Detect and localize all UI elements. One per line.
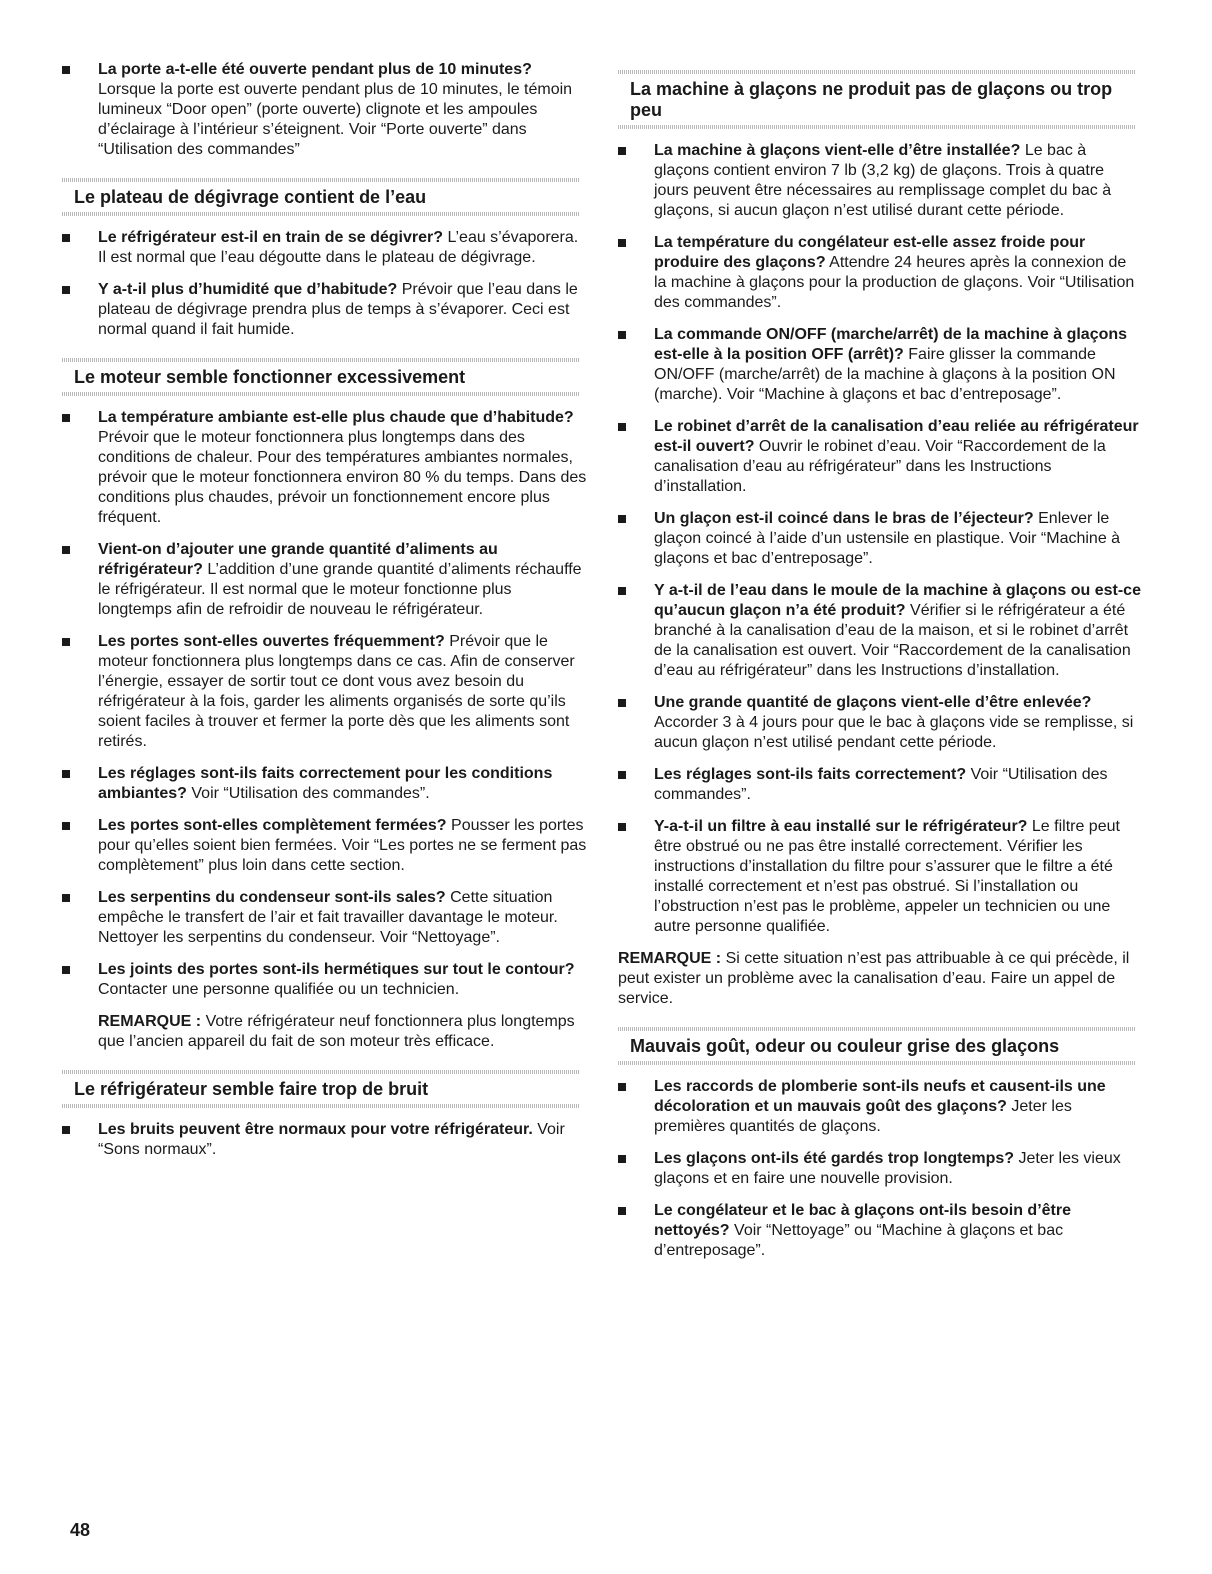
- list-item: [618, 581, 1143, 681]
- item-question: Le congélateur et le bac à glaçons ont-ils besoin d’être nettoyés?: [654, 1202, 1071, 1239]
- item-text: Jeter les premières quantités de glaçons.: [654, 1098, 1072, 1135]
- item-body: [654, 1077, 1143, 1137]
- list-item: [62, 1120, 587, 1160]
- list-item: [618, 417, 1143, 497]
- section: [62, 1070, 587, 1108]
- item-text: Faire glisser la commande ON/OFF (marche/arrêt) de la machine à glaçons à la position ON (marche). Voir “Machine à glaçons et bac d’entreposage”.: [654, 346, 1116, 403]
- bullet-icon: [62, 822, 70, 830]
- item-question: Les réglages sont-ils faits correctement pour les conditions ambiantes?: [98, 765, 553, 802]
- item-text: Jeter les vieux glaçons et en faire une nouvelle provision.: [654, 1150, 1121, 1187]
- section: [62, 358, 587, 396]
- item-question: Y-a-t-il un filtre à eau installé sur le réfrigérateur?: [654, 818, 1028, 835]
- item-body: [654, 817, 1143, 937]
- list-item: [618, 693, 1143, 753]
- list-item: [618, 141, 1143, 221]
- item-body: [98, 888, 587, 948]
- note: [618, 949, 1143, 1009]
- bullet-icon: [618, 1155, 626, 1163]
- list-item: [618, 233, 1143, 313]
- item-question: La machine à glaçons vient-elle d’être installée?: [654, 142, 1021, 159]
- bullet-icon: [618, 587, 626, 595]
- item-body: [98, 764, 587, 804]
- item-question: Les portes sont-elles complètement fermées?: [98, 817, 447, 834]
- item-text: Enlever le glaçon coincé à l’aide d’un ustensile en plastique. Voir “Machine à glaçons et bac d’entreposage”.: [654, 510, 1121, 567]
- item-text: Contacter une personne qualifiée ou un technicien.: [98, 981, 460, 998]
- right-column: [618, 60, 1143, 1273]
- section-title: Le moteur semble fonctionner excessivement: [74, 367, 466, 387]
- item-text: Voir “Utilisation des commandes”.: [191, 785, 430, 802]
- list-item: [62, 60, 587, 160]
- item-text: Voir “Sons normaux”.: [98, 1121, 565, 1158]
- bullet-icon: [618, 823, 626, 831]
- note-label: REMARQUE :: [618, 950, 722, 967]
- bullet-icon: [618, 1083, 626, 1091]
- section-title: Le plateau de dégivrage contient de l’eau: [74, 187, 427, 207]
- note: [98, 1012, 587, 1052]
- item-question: Y a-t-il de l’eau dans le moule de la machine à glaçons ou est-ce qu’aucun glaçon n’a été produit?: [654, 582, 1141, 619]
- list-item: [62, 632, 587, 752]
- bullet-icon: [62, 286, 70, 294]
- divider: [62, 392, 579, 396]
- list-item: [618, 325, 1143, 405]
- item-text: Pousser les portes pour qu’elles soient bien fermées. Voir “Les portes ne se ferment pas complètement” plus loin dans cette section.: [98, 817, 587, 874]
- bullet-icon: [618, 147, 626, 155]
- list-item: [62, 764, 587, 804]
- item-question: Les réglages sont-ils faits correctement?: [654, 766, 967, 783]
- item-text: Attendre 24 heures après la connexion de la machine à glaçons pour la production de glaçons. Voir “Utilisation des commandes”.: [654, 254, 1135, 311]
- divider: [62, 212, 579, 216]
- item-question: Une grande quantité de glaçons vient-elle d’être enlevée?: [654, 694, 1092, 711]
- bullet-icon: [62, 414, 70, 422]
- note-text: Votre réfrigérateur neuf fonctionnera plus longtemps que l’ancien appareil du fait de son moteur très efficace.: [98, 1013, 575, 1050]
- item-text: L’eau s’évaporera. Il est normal que l’eau dégoutte dans le plateau de dégivrage.: [98, 229, 579, 266]
- item-question: Les joints des portes sont-ils hermétiques sur tout le contour?: [98, 961, 575, 978]
- list-item: [618, 509, 1143, 569]
- item-question: Les bruits peuvent être normaux pour votre réfrigérateur.: [98, 1121, 533, 1138]
- divider: [618, 125, 1135, 129]
- item-text: Le bac à glaçons contient environ 7 lb (3,2 kg) de glaçons. Trois à quatre jours peuvent être nécessaires au remplissage complet du bac à glaçons, si aucun glaçon n’est utilisé durant cette période.: [654, 142, 1112, 219]
- item-question: Les raccords de plomberie sont-ils neufs et causent-ils une décoloration et un mauvais goût des glaçons?: [654, 1078, 1106, 1115]
- item-question: La porte a-t-elle été ouverte pendant plus de 10 minutes?: [98, 61, 532, 78]
- list-item: [618, 765, 1143, 805]
- bullet-icon: [62, 234, 70, 242]
- list-item: [62, 816, 587, 876]
- divider: [62, 1104, 579, 1108]
- bullet-icon: [618, 331, 626, 339]
- item-text: Prévoir que l’eau dans le plateau de dégivrage prendra plus de temps à s’évaporer. Ceci est normal quand il fait humide.: [98, 281, 578, 338]
- note-label: REMARQUE :: [98, 1013, 202, 1030]
- list-item: [62, 280, 587, 340]
- bullet-icon: [618, 423, 626, 431]
- bullet-icon: [62, 770, 70, 778]
- item-body: [654, 1149, 1143, 1189]
- item-body: [98, 540, 587, 620]
- item-text: Ouvrir le robinet d’eau. Voir “Raccordement de la canalisation d’eau au réfrigérateur” dans les Instructions d’installation.: [654, 438, 1106, 495]
- item-body: [654, 509, 1143, 569]
- section: [62, 178, 587, 216]
- list-item: [62, 540, 587, 620]
- item-text: Le filtre peut être obstrué ou ne pas être installé correctement. Vérifier les instructions d’installation du filtre pour s’assurer que le filtre a été installé correctement et n’est pas obstrué. Si l’installation ou l’obstruction n’est pas le problème, appeler un technicien ou une autre personne qualifiée.: [654, 818, 1120, 935]
- item-question: La température ambiante est-elle plus chaude que d’habitude?: [98, 409, 574, 426]
- bullet-icon: [618, 1207, 626, 1215]
- item-body: [654, 325, 1143, 405]
- page-number: 48: [70, 1520, 91, 1540]
- list-item: [62, 960, 587, 1000]
- item-text: Lorsque la porte est ouverte pendant plus de 10 minutes, le témoin lumineux “Door open” (porte ouverte) clignote et les ampoules d’éclairage à l’intérieur s’éteignent. Voir “Porte ouverte” dans “Utilisation des commandes”: [98, 81, 573, 158]
- list-item: [62, 888, 587, 948]
- item-body: [654, 581, 1143, 681]
- bullet-icon: [62, 1126, 70, 1134]
- item-body: [654, 141, 1143, 221]
- section: [618, 70, 1143, 129]
- item-text: L’addition d’une grande quantité d’aliments réchauffe le réfrigérateur. Il est normal que le moteur fonctionne plus longtemps afin de refroidir de nouveau le réfrigérateur.: [98, 561, 582, 618]
- section: [618, 1027, 1143, 1065]
- section-title: La machine à glaçons ne produit pas de glaçons ou trop peu: [630, 79, 1113, 120]
- item-text: Voir “Nettoyage” ou “Machine à glaçons et bac d’entreposage”.: [654, 1222, 1064, 1259]
- bullet-icon: [62, 66, 70, 74]
- item-text: Voir “Utilisation des commandes”.: [654, 766, 1108, 803]
- item-question: Les serpentins du condenseur sont-ils sales?: [98, 889, 446, 906]
- bullet-icon: [62, 638, 70, 646]
- bullet-icon: [618, 239, 626, 247]
- bullet-icon: [618, 515, 626, 523]
- item-text: Prévoir que le moteur fonctionnera plus longtemps dans des conditions de chaleur. Pour des températures ambiantes normales, prévoir que le moteur fonctionnera environ 80 % du temps. Dans des conditions plus chaudes, prévoir un fonctionnement encore plus fréquent.: [98, 429, 587, 526]
- list-item: [618, 1077, 1143, 1137]
- item-text: Prévoir que le moteur fonctionnera plus longtemps dans ce cas. Afin de conserver l’énergie, essayer de sortir tout ce dont vous avez besoin du réfrigérateur à la fois, garder les aliments organisés de sorte qu’ils soient faciles à trouver et fermer la porte dès que les aliments sont retirés.: [98, 633, 575, 750]
- bullet-icon: [618, 699, 626, 707]
- item-body: [98, 632, 587, 752]
- item-question: Les glaçons ont-ils été gardés trop longtemps?: [654, 1150, 1015, 1167]
- item-text: Vérifier si le réfrigérateur a été branché à la canalisation d’eau de la maison, et si le robinet d’arrêt de la canalisation est ouvert. Voir “Raccordement de la canalisation d’eau au réfrigérateur” dans les Instructions d’installation.: [654, 602, 1131, 679]
- section-title: Mauvais goût, odeur ou couleur grise des glaçons: [630, 1036, 1060, 1056]
- list-item: [618, 817, 1143, 937]
- list-item: [618, 1201, 1143, 1261]
- item-body: [98, 228, 587, 268]
- item-question: Vient-on d’ajouter une grande quantité d’aliments au réfrigérateur?: [98, 541, 498, 578]
- item-body: [98, 1120, 587, 1160]
- item-question: Y a-t-il plus d’humidité que d’habitude?: [98, 281, 398, 298]
- item-question: Le robinet d’arrêt de la canalisation d’eau reliée au réfrigérateur est-il ouvert?: [654, 418, 1139, 455]
- item-body: [654, 1201, 1143, 1261]
- item-question: Un glaçon est-il coincé dans le bras de l’éjecteur?: [654, 510, 1034, 527]
- bullet-icon: [62, 546, 70, 554]
- item-body: [654, 417, 1143, 497]
- list-item: [62, 228, 587, 268]
- bullet-icon: [618, 771, 626, 779]
- bullet-icon: [62, 894, 70, 902]
- list-item: [618, 1149, 1143, 1189]
- item-question: Les portes sont-elles ouvertes fréquemment?: [98, 633, 445, 650]
- item-body: [98, 60, 587, 160]
- divider: [618, 1061, 1135, 1065]
- left-column: [62, 60, 587, 1172]
- item-body: [654, 765, 1143, 805]
- note-text: Si cette situation n’est pas attribuable à ce qui précède, il peut exister un problème avec la canalisation d’eau. Faire un appel de service.: [618, 950, 1130, 1007]
- item-question: La température du congélateur est-elle assez froide pour produire des glaçons?: [654, 234, 1086, 271]
- item-text: Accorder 3 à 4 jours pour que le bac à glaçons vide se remplisse, si aucun glaçon n’est utilisé pendant cette période.: [654, 714, 1134, 751]
- item-question: La commande ON/OFF (marche/arrêt) de la machine à glaçons est-elle à la position OFF (arrêt)?: [654, 326, 1128, 363]
- item-body: [654, 693, 1143, 753]
- item-body: [98, 960, 587, 1000]
- item-question: Le réfrigérateur est-il en train de se dégivrer?: [98, 229, 444, 246]
- item-text: Cette situation empêche le transfert de l’air et fait travailler davantage le moteur. Nettoyer les serpentins du condenseur. Voir “Nettoyage”.: [98, 889, 558, 946]
- bullet-icon: [62, 966, 70, 974]
- item-body: [98, 280, 587, 340]
- item-body: [98, 408, 587, 528]
- section-title: Le réfrigérateur semble faire trop de bruit: [74, 1079, 429, 1099]
- item-body: [98, 816, 587, 876]
- list-item: [62, 408, 587, 528]
- item-body: [654, 233, 1143, 313]
